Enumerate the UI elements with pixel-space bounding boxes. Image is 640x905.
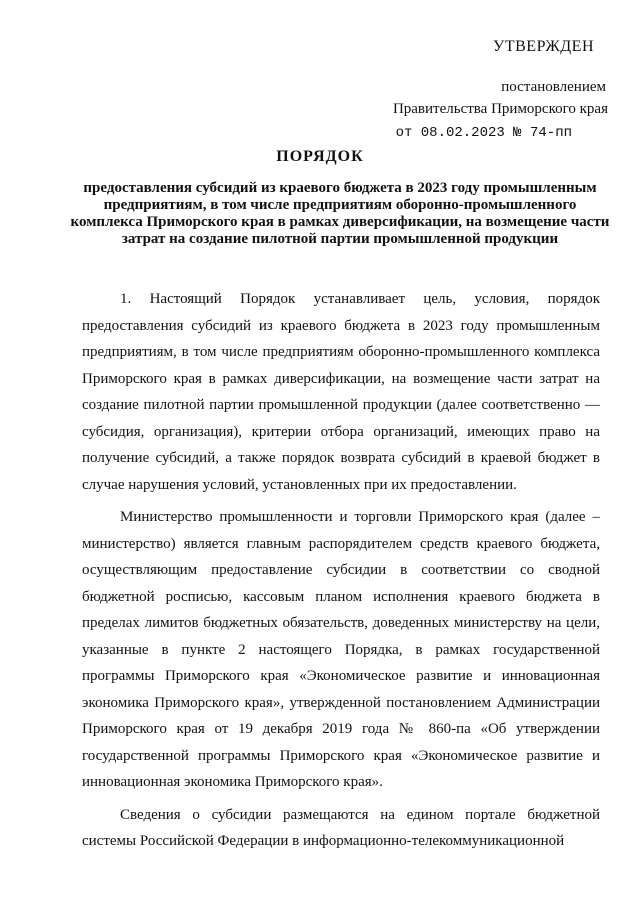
approval-line-resolution: постановлением bbox=[501, 79, 606, 95]
paragraph-1: 1. Настоящий Порядок устанавливает цель, условия, порядок предоставления субсидий из краевого бюджета в 2023 году промышленным предприятиям, в том числе предприятиям оборонно-промышленного комплекса Приморского края в рамках диверсификации, на возмещение части затрат на создание пилотной партии промышленной продукции (далее соответственно — субсидия, организация), критерии отбора организаций, имеющих право на получение субсидий, а также порядок возврата субсидий в краевой бюджет в случае нарушения условий, установленных при их предоставлении. bbox=[82, 291, 600, 493]
paragraph-3: Сведения о субсидии размещаются на едином портале бюджетной системы Российской Федерации в информационно-телекоммуникационной bbox=[82, 806, 600, 849]
paragraph-2: Министерство промышленности и торговли Приморского края (далее – министерство) является главным распорядителем средств краевого бюджета, осуществляющим предоставление субсидии в соответствии со сводной бюджетной росписью, кассовым планом исполнения краевого бюджета в пределах лимитов бюджетных обязательств, доведенных министерству на цели, указанные в пункте 2 настоящего Порядка, в рамках государственной программы Приморского края «Экономическое развитие и инновационная экономика Приморского края», утвержденной постановлением Администрации Приморского края от 19 декабря 2019 года № 860-па «Об утверждении государственной программы Приморского края «Экономическое развитие и инновационная экономика Приморского края». bbox=[82, 509, 600, 790]
document-subtitle: предоставления субсидий из краевого бюджета в 2023 году промышленным предприятиям, в том числе предприятиям оборонно-промышленного комплекса Приморского края в рамках диверсификации, на возмещение части затрат на создание пилотной партии промышленной продукции bbox=[70, 180, 610, 247]
approval-heading: УТВЕРЖДЕН bbox=[493, 38, 594, 55]
document-body bbox=[82, 286, 600, 855]
approval-line-government: Правительства Приморского края bbox=[392, 101, 608, 117]
approval-stamp bbox=[348, 36, 608, 144]
document-title: ПОРЯДОК bbox=[276, 148, 364, 165]
approval-date-number: от 08.02.2023 № 74-пп bbox=[395, 125, 572, 141]
